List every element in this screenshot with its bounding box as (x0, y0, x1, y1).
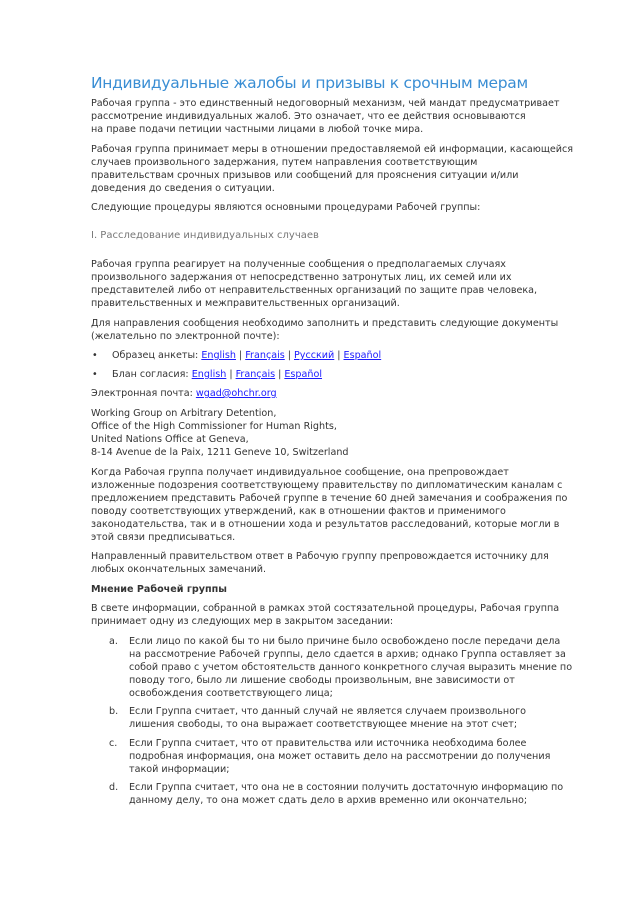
text-line: такой информации; (129, 764, 230, 775)
text-line: Рабочая группа принимает меры в отношении предоставляемой ей информации, касающейся (91, 144, 574, 155)
text-line: Следующие процедуры являются основными процедурами Рабочей группы: (91, 202, 481, 213)
text-line: на рассмотрение Рабочей группы, дело сдается в архив; однако Группа оставляет за (129, 649, 566, 660)
text-line: Если Группа считает, что от правительства или источника необходима более (129, 738, 527, 749)
text-line: правительственных и межправительственных организаций. (91, 298, 400, 309)
procedures-paragraph (91, 201, 480, 214)
text-line: этой связи предписываться. (91, 532, 236, 543)
text-line: В свете информации, собранной в рамках этой состязательной процедуры, Рабочая группа (91, 603, 560, 614)
text-line: предложением представить Рабочей группе в течение 60 дней замечания и соображения по (91, 493, 568, 504)
text-line: правительствам срочных призывов или сообщений для прояснения ситуации и/или (91, 170, 519, 181)
separator: | (278, 369, 282, 380)
text-line: изложенные подозрения соответствующему правительству по дипломатическим каналам с (91, 480, 563, 491)
text-line: данному делу, то она может сдать дело в архив временно или окончательно; (129, 795, 528, 806)
text-line: рассмотрение индивидуальных жалоб. Это означает, что ее действия основываются (91, 111, 526, 122)
text-line: собой право с учетом обстоятельств данного конкретного случая выразить мнение по (129, 662, 573, 673)
text-line: освобождения соответствующего лица; (129, 688, 333, 699)
text-line: представителей либо от неправительственных организаций по защите прав человека, (91, 285, 538, 296)
text-line: любых окончательных замечаний. (91, 564, 267, 575)
questionnaire-french-link[interactable]: Français (245, 350, 285, 361)
list-marker: c. (109, 738, 118, 749)
consent-form-bullet (92, 369, 323, 380)
text-line: доведения до сведения о ситуации. (91, 183, 275, 194)
text-line: на праве подачи петиции частными лицами в любой точке мира. (91, 124, 424, 135)
text-line: Для направления сообщения необходимо заполнить и представить следующие документы (91, 318, 559, 329)
text-line: случаев произвольного задержания, путем направления соответствующим (91, 157, 478, 168)
text-line: поводу соответствующих утверждений, как в отношении фактов и применимого (91, 506, 506, 517)
intro-paragraph (91, 97, 560, 136)
bullet-label: Блан согласия: (112, 369, 189, 380)
consent-spanish-link[interactable]: Español (284, 369, 323, 380)
address-line: United Nations Office at Geneva, (91, 434, 249, 445)
text-line: Если лицо по какой бы то ни было причине было освобождено после передачи дела (129, 636, 561, 647)
separator: | (337, 350, 341, 361)
separator: | (238, 350, 243, 361)
list-marker: b. (109, 706, 119, 717)
list-marker: d. (109, 782, 119, 793)
separator: | (229, 369, 233, 380)
text-line: Рабочая группа реагирует на полученные сообщения о предполагаемых случаях (91, 259, 506, 270)
page-title: Индивидуальные жалобы и призывы к срочным мерам (91, 74, 528, 93)
text-line: принимает одну из следующих мер в закрытом заседании: (91, 616, 394, 627)
opinion-heading: Мнение Рабочей группы (91, 584, 227, 595)
bullet-icon: • (92, 369, 98, 380)
email-link[interactable]: wgad@ohchr.org (195, 388, 277, 399)
text-line: Если Группа считает, что данный случай не является случаем произвольного (129, 706, 526, 717)
measures-paragraph (91, 143, 573, 195)
address-line: Office of the High Commissioner for Human Rights, (91, 421, 337, 432)
address-line: 8-14 Avenue de la Paix, 1211 Geneve 10, Switzerland (91, 447, 349, 458)
questionnaire-bullet (92, 350, 382, 361)
section-heading: I. Расследование индивидуальных случаев (91, 230, 319, 241)
bullet-icon: • (92, 350, 98, 361)
submission-paragraph (91, 317, 558, 343)
questionnaire-english-link[interactable]: English (201, 350, 236, 361)
investigation-paragraph (91, 258, 537, 310)
text-line: Когда Рабочая группа получает индивидуальное сообщение, она препровождает (91, 467, 509, 478)
bullet-label: Образец анкеты: (112, 350, 199, 361)
text-line: произвольного задержания от непосредственно затронутых лиц, их семей или их (91, 272, 512, 283)
opinion-paragraph (91, 602, 559, 628)
text-line: подробная информация, она может оставить дело на рассмотрении до получения (129, 751, 551, 762)
text-line: Направленный правительством ответ в Рабочую группу препровождается источнику для (91, 551, 549, 562)
consent-french-link[interactable]: Français (235, 369, 276, 380)
text-line: лишения свободы, то она выражает соответствующее мнение на этот счет; (129, 719, 518, 730)
separator: | (287, 350, 291, 361)
questionnaire-spanish-link[interactable]: Español (343, 350, 382, 361)
postal-address (91, 407, 349, 459)
text-line: поводу того, было ли лишение свободы произвольным, вне зависимости от (129, 675, 515, 686)
response-paragraph (91, 550, 549, 576)
email-label: Электронная почта: (91, 388, 193, 399)
questionnaire-russian-link[interactable]: Русский (294, 350, 335, 361)
address-line: Working Group on Arbitrary Detention, (91, 408, 277, 419)
text-line: (желательно по электронной почте): (91, 331, 280, 342)
email-line (91, 387, 277, 400)
list-marker: a. (109, 636, 118, 647)
text-line: Рабочая группа - это единственный недоговорный механизм, чей мандат предусматривает (91, 98, 560, 109)
consent-english-link[interactable]: English (191, 369, 227, 380)
communication-paragraph (91, 466, 567, 544)
text-line: Если Группа считает, что она не в состоянии получить достаточную информацию по (129, 782, 564, 793)
text-line: законодательства, так и в отношении хода и результатов расследований, которые могли в (91, 519, 560, 530)
